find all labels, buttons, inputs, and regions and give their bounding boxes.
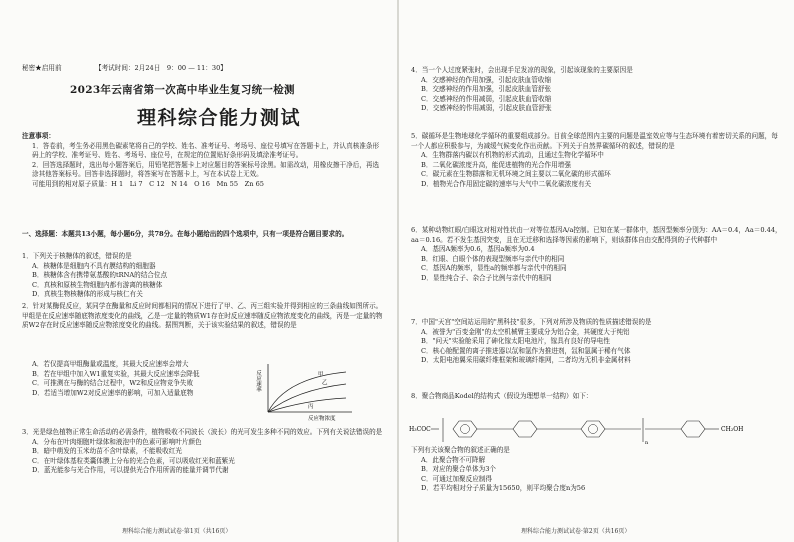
option-a: A．此聚合物不可降解 [421,455,486,464]
note-item: 1．答卷前，考生务必用黑色碳素笔将自己的学校、姓名、准考证号、考场号、座位号填写在答题卡上，并认真核准条形码上的学校、准考证号、姓名、考场号、座位号，在规定的位置贴好条形码及填涂准考证号。 [32,141,380,160]
page-footer: 理科综合能力测试试卷·第1页（共16页） [122,528,232,535]
notes-heading: 注意事项： [22,132,55,140]
question-8-stem: 8．聚合物商品Kodel的结构式（假设为理想单一结构）如下： [411,392,593,400]
question-2-stem: 2．针对某酶促反应，某同学在酶量和反应时间都相同的情况下进行了甲、乙、丙三组实验并得到相应的三条曲线如图所示。甲组是在反应速率随底物浓度变化的曲线，乙是一定量的物质W1存在时反应速率随反应物浓度变化的曲线，丙是一定量的物质W2存在时反应速率随反应物浓度变化的曲线。据图判断，关于该实验结果的叙述，错误的是 [22,302,383,330]
question-stem: 5．碳循环是生物地球化学循环的重要组成部分。目前全球范围内主要的问题是温室效应等与生态环境有着密切关系的问题，每一个人都应积极参与，为减缓气候变化作出贡献。下列关于自然界碳循环的叙述，错误的是 [411,132,778,150]
curve-label-yi: 乙 [322,380,328,386]
curve-yi [268,384,346,412]
question-1 [22,252,384,300]
subject-title: 理科综合能力测试 [137,107,302,129]
option-c: C．可通过加聚反应制得 [421,474,492,483]
option-c: C．可推测在与酶的结合过程中，W2和反应物竞争失败 [32,379,194,388]
option-c: C．交感神经的作用减弱，引起皮肤血管收缩 [421,94,552,103]
option-a: A．核糖体是细胞内不具有膜结构的细胞器 [32,261,156,270]
option-d: D．太阳电池翼采用碳纤维框架和玻璃纤维网，二者均为无机非金属材料 [421,356,631,365]
option-a: A．若仅提高甲组酶量或温度，其最大反应速率会增大 [32,360,189,368]
option-b: B．核糖体含有携带氨基酸的tRNA的结合位点 [32,271,168,280]
option-d: D．蓝光能参与光合作用，可以提供光合作用所需的能量并调节代谢 [32,466,229,475]
question-stem: 4．当一个人过度紧张时，会出现手足发凉的现象，引起该现象的主要原因是 [411,66,633,74]
question-4 [411,66,783,114]
option-a: A．被誉为"百变金刚"的太空机械臂主要成分为铝合金，其硬度大于纯铝 [421,327,630,336]
option-b: B．对应的聚合单体为3个 [421,465,496,474]
question-2-options [32,360,254,398]
question-stem: 6．某种动物红眼/白眼这对相对性状由一对等位基因A/a控制。已知在某一群体中，基因型频率分别为：AA＝0.4，Aa＝0.44，aa＝0.16。若不发生基因突变，且在无迁移和选择等因素的影响下，则该群体自由交配得到的子代种群中 [411,226,782,244]
section-heading: 一、选择题：本题共13小题，每小题6分，共78分。在每小题给出的四个选项中，只有一项是符合题目要求的。 [22,230,349,238]
option-c: C．核心舱配置的离子推进器以氙和氩作为推进剂，氙和氩属于稀有气体 [421,346,631,355]
option-d: D．交感神经的作用减弱，引起皮肤血管舒张 [421,104,552,113]
option-b: B．暗中萌发的玉米幼苗不含叶绿素，不能吸收红光 [32,447,182,456]
option-c: C．基因A的频率，显性a的频率都与亲代中的相同 [421,264,567,273]
question-sub-stem: 下列有关该聚合物的叙述正确的是 [411,446,510,454]
question-8-body [411,446,783,494]
y-axis-label: 反应速率 [255,370,261,392]
note-item: 2．回答选择题时，选出每小题答案后，用铅笔把答题卡上对应题目的答案标号涂黑。如需改动，用橡皮擦干净后，再选涂其他答案标号。回答非选择题时，将答案写在答题卡上，写在本试卷上无效。 [32,160,380,179]
formula-left-group: H₃COC [409,426,431,433]
option-b: B．"问天"实验舱采用了砷化镓太阳电池片，镓具有良好的导电性 [421,337,610,346]
x-axis-label: 反应物浓度 [308,416,336,422]
question-stem: 3．光是绿色植物正常生命活动的必需条件，植物吸收不同波长（波长）的光可发生多种不同的效应。下列有关说法错误的是 [22,428,383,436]
option-b: B．交感神经的作用加强，引起皮肤血管舒张 [421,85,552,94]
option-c: C．真核和原核生物细胞内都有游离的核糖体 [32,280,163,289]
question-5 [411,132,783,190]
question-stem: 7．中国"天宫"空间站运用的"黑科技"很多，下列对所涉及物质的性质描述错误的是 [411,318,652,326]
option-d: D．显性纯合子、杂合子比例与亲代中的相同 [421,273,552,282]
option-d: D．真核生物核糖体的形成与核仁有关 [32,290,143,299]
enzyme-rate-graph [256,360,354,422]
option-a: A．分布在叶肉细胞叶绿体和液泡中的色素可影响叶片颜色 [32,437,202,446]
option-a: A．基因A频率为0.6，基因a频率为0.4 [421,245,535,254]
option-a: A．交感神经的作用加强，引起皮肤血管收缩 [421,75,552,84]
curve-bing [268,398,346,412]
option-d: D．若平均相对分子质量为15650，则平均聚合度n为56 [421,484,586,493]
question-stem: 1．下列关于核糖体的叙述，错误的是 [22,252,132,260]
option-b: B．若在甲组中加入W1重复实验，其最大反应速率会降低 [32,369,200,378]
question-3 [22,428,384,476]
option-d: D．植物光合作用固定碳的速率与大气中二氧化碳浓度有关 [421,179,592,188]
atomic-masses: 可能用到的相对原子质量：H 1 Li 7 C 12 N 14 O 16 Mn 55 Zn 65 [32,179,264,188]
exam-title: 2023年云南省第一次高中毕业生复习统一检测 [70,84,295,96]
curve-label-jia: 甲 [318,372,324,378]
option-d: D．若适当增加W2对反应速率的影响，可加入适量底物 [32,388,194,397]
secret-label: 秘密★启用前 [22,64,62,72]
option-c: C．在叶绿体基粒类囊体膜上分布的光合色素，可以吸收红光和蓝紫光 [32,456,235,465]
kodel-structure-formula [409,412,789,446]
page-footer: 理科综合能力测试试卷·第2页（共16页） [521,528,631,535]
exam-page-right [399,0,794,542]
option-c: C．碳元素在生物群落和无机环境之间主要以二氧化碳的形式循环 [421,170,611,179]
question-6 [411,226,783,284]
formula-right-group: CH₂OH [721,426,744,433]
repeat-unit-n: n [645,440,649,446]
exam-time: 【考试时间：2月24日 9：00 — 11：30】 [95,64,227,72]
option-b: B．二氧化碳浓度升高，能促进植物的光合作用增强 [421,160,571,169]
option-b: B．红眼、白眼个体的表现型频率与亲代中的相同 [421,254,565,263]
notes-block [22,132,384,190]
option-a: A．生物群落内碳以有机物的形式流动，且通过生物化学循环中 [421,151,604,160]
question-7 [411,318,783,366]
curve-label-bing: 丙 [308,404,314,410]
